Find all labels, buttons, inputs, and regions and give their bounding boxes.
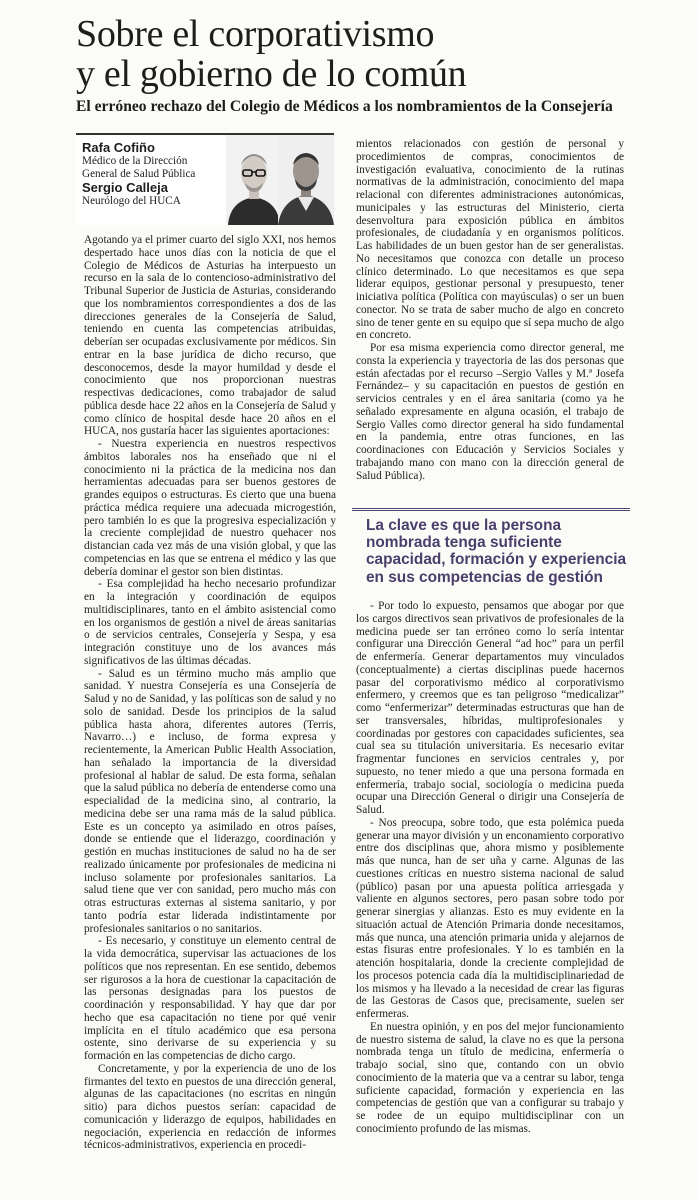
- paragraph: Por esa misma experiencia como director general, me consta la experiencia y trayectoria de las dos personas que están afectadas por el recurso –Sergio Valles y M.ª Josefa Fernández– y su capacitación en puestos de gestión en servicios centrales y en el área sanitaria (como ya he señalado expresamente en alguna ocasión, el trabajo de Sergio Valles como director general ha sido fundamental en la pandemia, entre otras funciones, en las coordinaciones con Educación y Servicios Sociales y trabajando mano con mano con la dirección general de Salud Pública).: [356, 342, 624, 482]
- subheadline: El erróneo rechazo del Colegio de Médicos a los nombramientos de la Consejería: [76, 98, 613, 115]
- paragraph: En nuestra opinión, y en pos del mejor funcionamiento de nuestro sistema de salud, la clave no es que la persona nombrada tenga un título de medicina, enfermería o trabajo social, sino que, contando con un obvio conocimiento de la materia que va a centrar su labor, tenga suficiente capacidad, formación y experiencia en las competencias de gestión que van a configurar su trabajo y se rodee de un equipo multidisciplinar con un conocimiento profundo de las mismas.: [356, 1020, 624, 1135]
- headline-line-1: Sobre el corporativismo: [76, 13, 435, 55]
- paragraph: mientos relacionados con gestión de personal y procedimientos de compras, conocimientos de investigación evaluativa, conocimiento de la rutinas normativas de la administración, conocimiento del mapa relacional con diferentes administraciones autonómicas, municipales y las estructuras del Ministerio, cierta desenvoltura para exposición pública en ámbitos profesionales, de ciudadanía y en organismos políticos. Las habilidades de un buen gestor han de ser generalistas. No necesitamos que conozca con detalle un proceso clínico determinado. Lo que necesitamos es que sepa liderar equipos, gestionar personal y presupuesto, tener iniciativa política (Política con mayúsculas) o ser un buen conector. No se trata de saber mucho de algo en concreto sino de tener gente en su equipo que sí sepa mucho de algo en concreto.: [356, 138, 624, 342]
- author-box: [76, 133, 334, 225]
- author-name-1: Rafa Cofiño: [82, 140, 155, 155]
- article-column-1: [84, 234, 336, 1152]
- paragraph: - Es necesario, y constituye un elemento central de la vida democrática, supervisar las actuaciones de los políticos que nos representan. En ese sentido, debemos ser rigurosos a la hora de cuestionar la capacitación de las personas designadas para los puestos de coordinación y responsabilidad. Y hay que dar por hecho que esa capacitación no tiene por qué venir implícita en el título académico que esa persona ostente, sino derivarse de su experiencia y su formación en las competencias de dicho cargo.: [84, 935, 336, 1062]
- paragraph: - Esa complejidad ha hecho necesario profundizar en la integración y coordinación de equipos multidisciplinares, tanto en el ámbito asistencial como en los organismos de gestión a nivel de áreas sanitarias o de servicios centrales, Consejería y Sespa, y esa integración constituye uno de los avances más significativos de las últimas décadas.: [84, 578, 336, 667]
- paragraph: - Por todo lo expuesto, pensamos que abogar por que los cargos directivos sean privativos de profesionales de la medicina puede ser tan erróneo como lo sería intentar configurar una Dirección General “ad hoc” para un perfil de enfermería. Generar departamentos muy vinculados (conceptualmente) a ciertas disciplinas puede hacernos pasar del corporativismo médico al corporativismo enfermero, y creemos que es tan peligroso “medicalizar” como “enfermerizar” determinadas estructuras que han de ser transversales, híbridas, multiprofesionales y coordinadas por gestores con capacidades suficientes, sea cual sea su titulación universitaria. Es necesario evitar fragmentar funciones en servicios centrales y, por supuesto, no tener miedo a que una persona formada en enfermería, trabajo social, sociología o medicina pueda ocupar una Dirección General o dirigir una Consejería de Salud.: [356, 600, 624, 816]
- pull-quote-text: La clave es que la persona nombrada tenga suficiente capacidad, formación y experiencia en sus competencias de gestión: [366, 517, 627, 586]
- author-photo-1-icon: [226, 135, 282, 225]
- author-photo-2: [278, 135, 334, 225]
- paragraph: Agotando ya el primer cuarto del siglo XXI, nos hemos despertado hace unos días con la noticia de que el Colegio de Médicos de Asturias ha interpuesto un recurso en la sala de lo contencioso-administrativo del Tribunal Superior de Justicia de Asturias, considerando que los nombramientos correspondientes a dos de las direcciones generales de la Consejería de Salud, teniendo en cuenta las competencias atribuidas, deberían ser ocupadas exclusivamente por médicos. Sin entrar en la base jurídica de dicho recurso, que desconocemos, desde la mayor humildad y desde el conocimiento que nos proporcionan nuestras respectivas dedicaciones, como trabajador de salud pública desde hace 22 años en la Consejería de Salud y como clínico de hospital desde hace 20 años en el HUCA, nos gustaría hacer las siguientes aportaciones:: [84, 234, 336, 438]
- author-photo-1: [226, 135, 282, 225]
- paragraph: - Salud es un término mucho más amplio que sanidad. Y nuestra Consejería es una Consejería de Salud y no de Sanidad, y las políticas son de salud y no solo de sanidad. Desde los principios de la salud pública hasta ahora, diferentes autores (Terris, Navarro…) e incluso, de forma expresa y recientemente, la American Public Health Association, han señalado la importancia de la diversidad profesional al hablar de salud. De esta forma, señalan que la salud pública no debería de entenderse como una especialidad de la medicina sino, al contrario, la medicina debe ser una rama más de la salud pública. Este es un concepto ya asimilado en otros países, donde se entiende que el liderazgo, coordinación y gestión en muchas instituciones de salud no ha de ser realizado únicamente por profesionales de medicina ni incluso solamente por profesionales sanitarios. La salud tiene que ver con sanidad, pero mucho más con otras estructuras externas al sistema sanitario, y por tanto podría estar liderada indistintamente por profesionales sanitarios o no sanitarios.: [84, 667, 336, 935]
- author-photo-2-icon: [278, 135, 334, 225]
- article-column-2-bottom: [356, 600, 624, 1136]
- author-role-1b: General de Salud Pública: [82, 167, 196, 180]
- paragraph: - Nos preocupa, sobre todo, que esta polémica pueda generar una mayor división y un enconamiento corporativo entre dos disciplinas que, ahora mismo y posiblemente más que nunca, han de ser uña y carne. Algunas de las cuestiones críticas en nuestro sistema nacional de salud (público) pasan por una apuesta política arriesgada y valiente en algunos sectores, pero pasan sobre todo por generar sinergias y alianzas. Esto es muy evidente en la situación actual de Atención Primaria donde necesitamos, más que nunca, una atención primaria unida y alejarnos de estas fisuras entre profesionales. Y lo es también en la atención hospitalaria, donde la creciente complejidad de los procesos potencia cada día la multidisciplinariedad de los mismos y ha llevado a la necesidad de crear las figuras de las Gestoras de Casos que, precisamente, suelen ser enfermeras.: [356, 816, 624, 1020]
- pull-quote: [352, 508, 630, 586]
- author-names: [82, 141, 232, 208]
- headline: [76, 14, 686, 94]
- paragraph: - Nuestra experiencia en nuestros respectivos ámbitos laborales nos ha enseñado que ni el conocimiento ni la práctica de la medicina nos dan herramientas adecuadas para ser buenos gestores de grandes equipos o estructuras. Es cierto que una buena práctica médica requiere una adecuada microgestión, pero también lo es que la progresiva especialización y la creciente complejidad de nuestro quehacer nos distancian cada vez más de una visión global, y que las competencias en las que se entrena el médico y las que debería dominar el gestor son bien distintas.: [84, 438, 336, 578]
- headline-line-2: y el gobierno de lo común: [76, 53, 467, 95]
- article-column-2-top: [356, 138, 624, 482]
- author-role-2: Neurólogo del HUCA: [82, 195, 181, 208]
- author-name-2: Sergio Calleja: [82, 180, 168, 196]
- paragraph: Concretamente, y por la experiencia de uno de los firmantes del texto en puestos de una dirección general, algunas de las capacitaciones (no escritas en ningún sitio) para dichos puestos serían: capacidad de comunicación y liderazgo de equipos, habilidades en negociación, experiencia en redacción de informes técnicos-administrativos, experiencia en procedi-: [84, 1062, 336, 1152]
- author-role-1a: Médico de la Dirección: [82, 155, 188, 167]
